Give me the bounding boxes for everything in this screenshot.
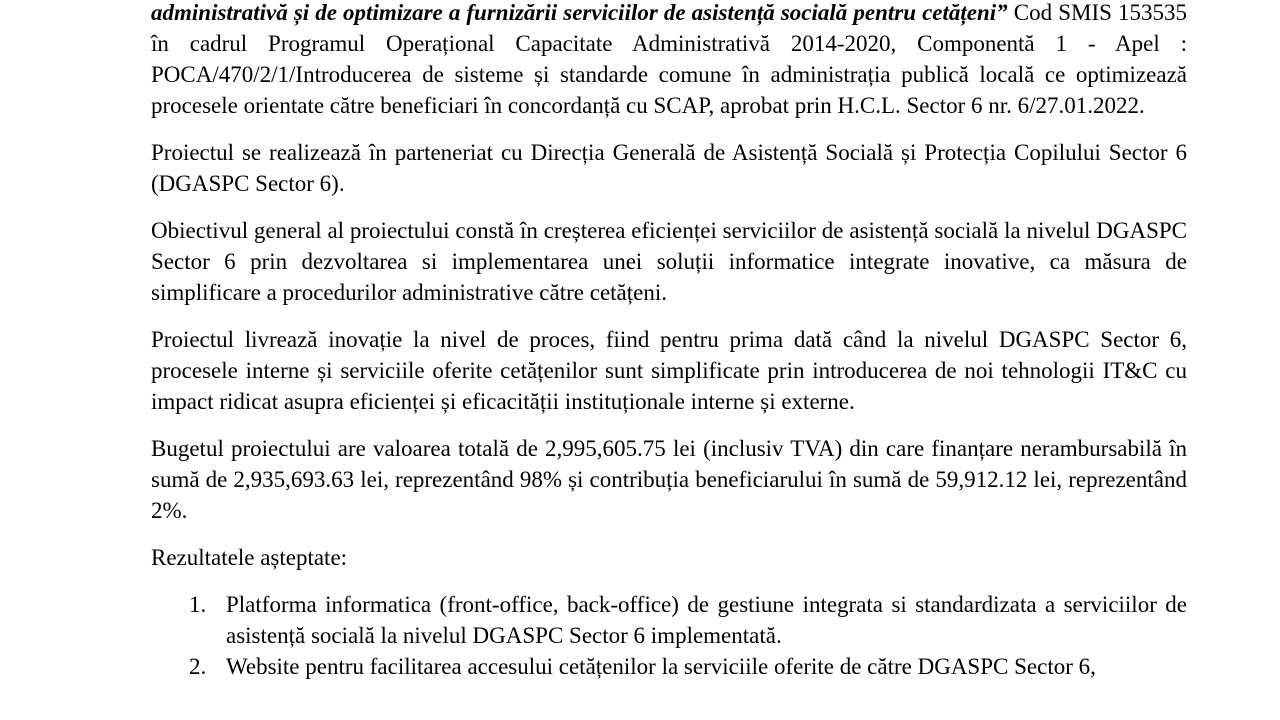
list-item [151,651,1187,682]
list-item [151,589,1187,651]
list-item-number: 2. [189,654,207,679]
list-item-text: Platforma informatica (front-office, back-office) de gestiune integrata si standardizata a serviciilor de asistență socială la nivelul DGASPC Sector 6 implementată. [226,592,1187,648]
list-item-text: Website pentru facilitarea accesului cetățenilor la serviciile oferite de către DGASPC Sector 6, [226,654,1096,679]
project-title-emphasis: administrativă și de optimizare a furnizării serviciilor de asistență socială pentru cetățeni” [151,0,1008,25]
document-page [151,0,1187,682]
paragraph-project-description [151,0,1187,121]
paragraph-expected-results-heading: Rezultatele așteptate: [151,545,348,570]
expected-results-list [151,589,1187,682]
paragraph-partnership: Proiectul se realizează în parteneriat cu Direcția Generală de Asistență Socială și Protecția Copilului Sector 6 (DGASPC Sector 6). [151,140,1187,196]
project-description-text: Cod SMIS 153535 în cadrul Programul Operațional Capacitate Administrativă 2014-2020, Componentă 1 - Apel : POCA/470/2/1/Introducerea de sisteme și standarde comune în administrația publică locală ce optimizează procesele orientate către beneficiari în concordanță cu SCAP, aprobat prin H.C.L. Sector 6 nr. 6/27.01.2022. [151,0,1187,118]
paragraph-innovation: Proiectul livrează inovație la nivel de proces, fiind pentru prima dată când la nivelul DGASPC Sector 6, procesele interne și serviciile oferite cetățenilor sunt simplificate prin introducerea de noi tehnologii IT&C cu impact ridicat asupra eficienței și eficacității instituționale interne și externe. [151,327,1187,414]
paragraph-budget: Bugetul proiectului are valoarea totală de 2,995,605.75 lei (inclusiv TVA) din care finanțare nerambursabilă în sumă de 2,935,693.63 lei, reprezentând 98% și contribuția beneficiarului în sumă de 59,912.12 lei, reprezentând 2%. [151,436,1187,523]
list-item-number: 1. [189,592,207,617]
paragraph-general-objective: Obiectivul general al proiectului constă în creșterea eficienței serviciilor de asistență socială la nivelul DGASPC Sector 6 prin dezvoltarea si implementarea unei soluții informatice integrate inovative, ca măsura de simplificare a procedurilor administrative către cetățeni. [151,218,1187,305]
